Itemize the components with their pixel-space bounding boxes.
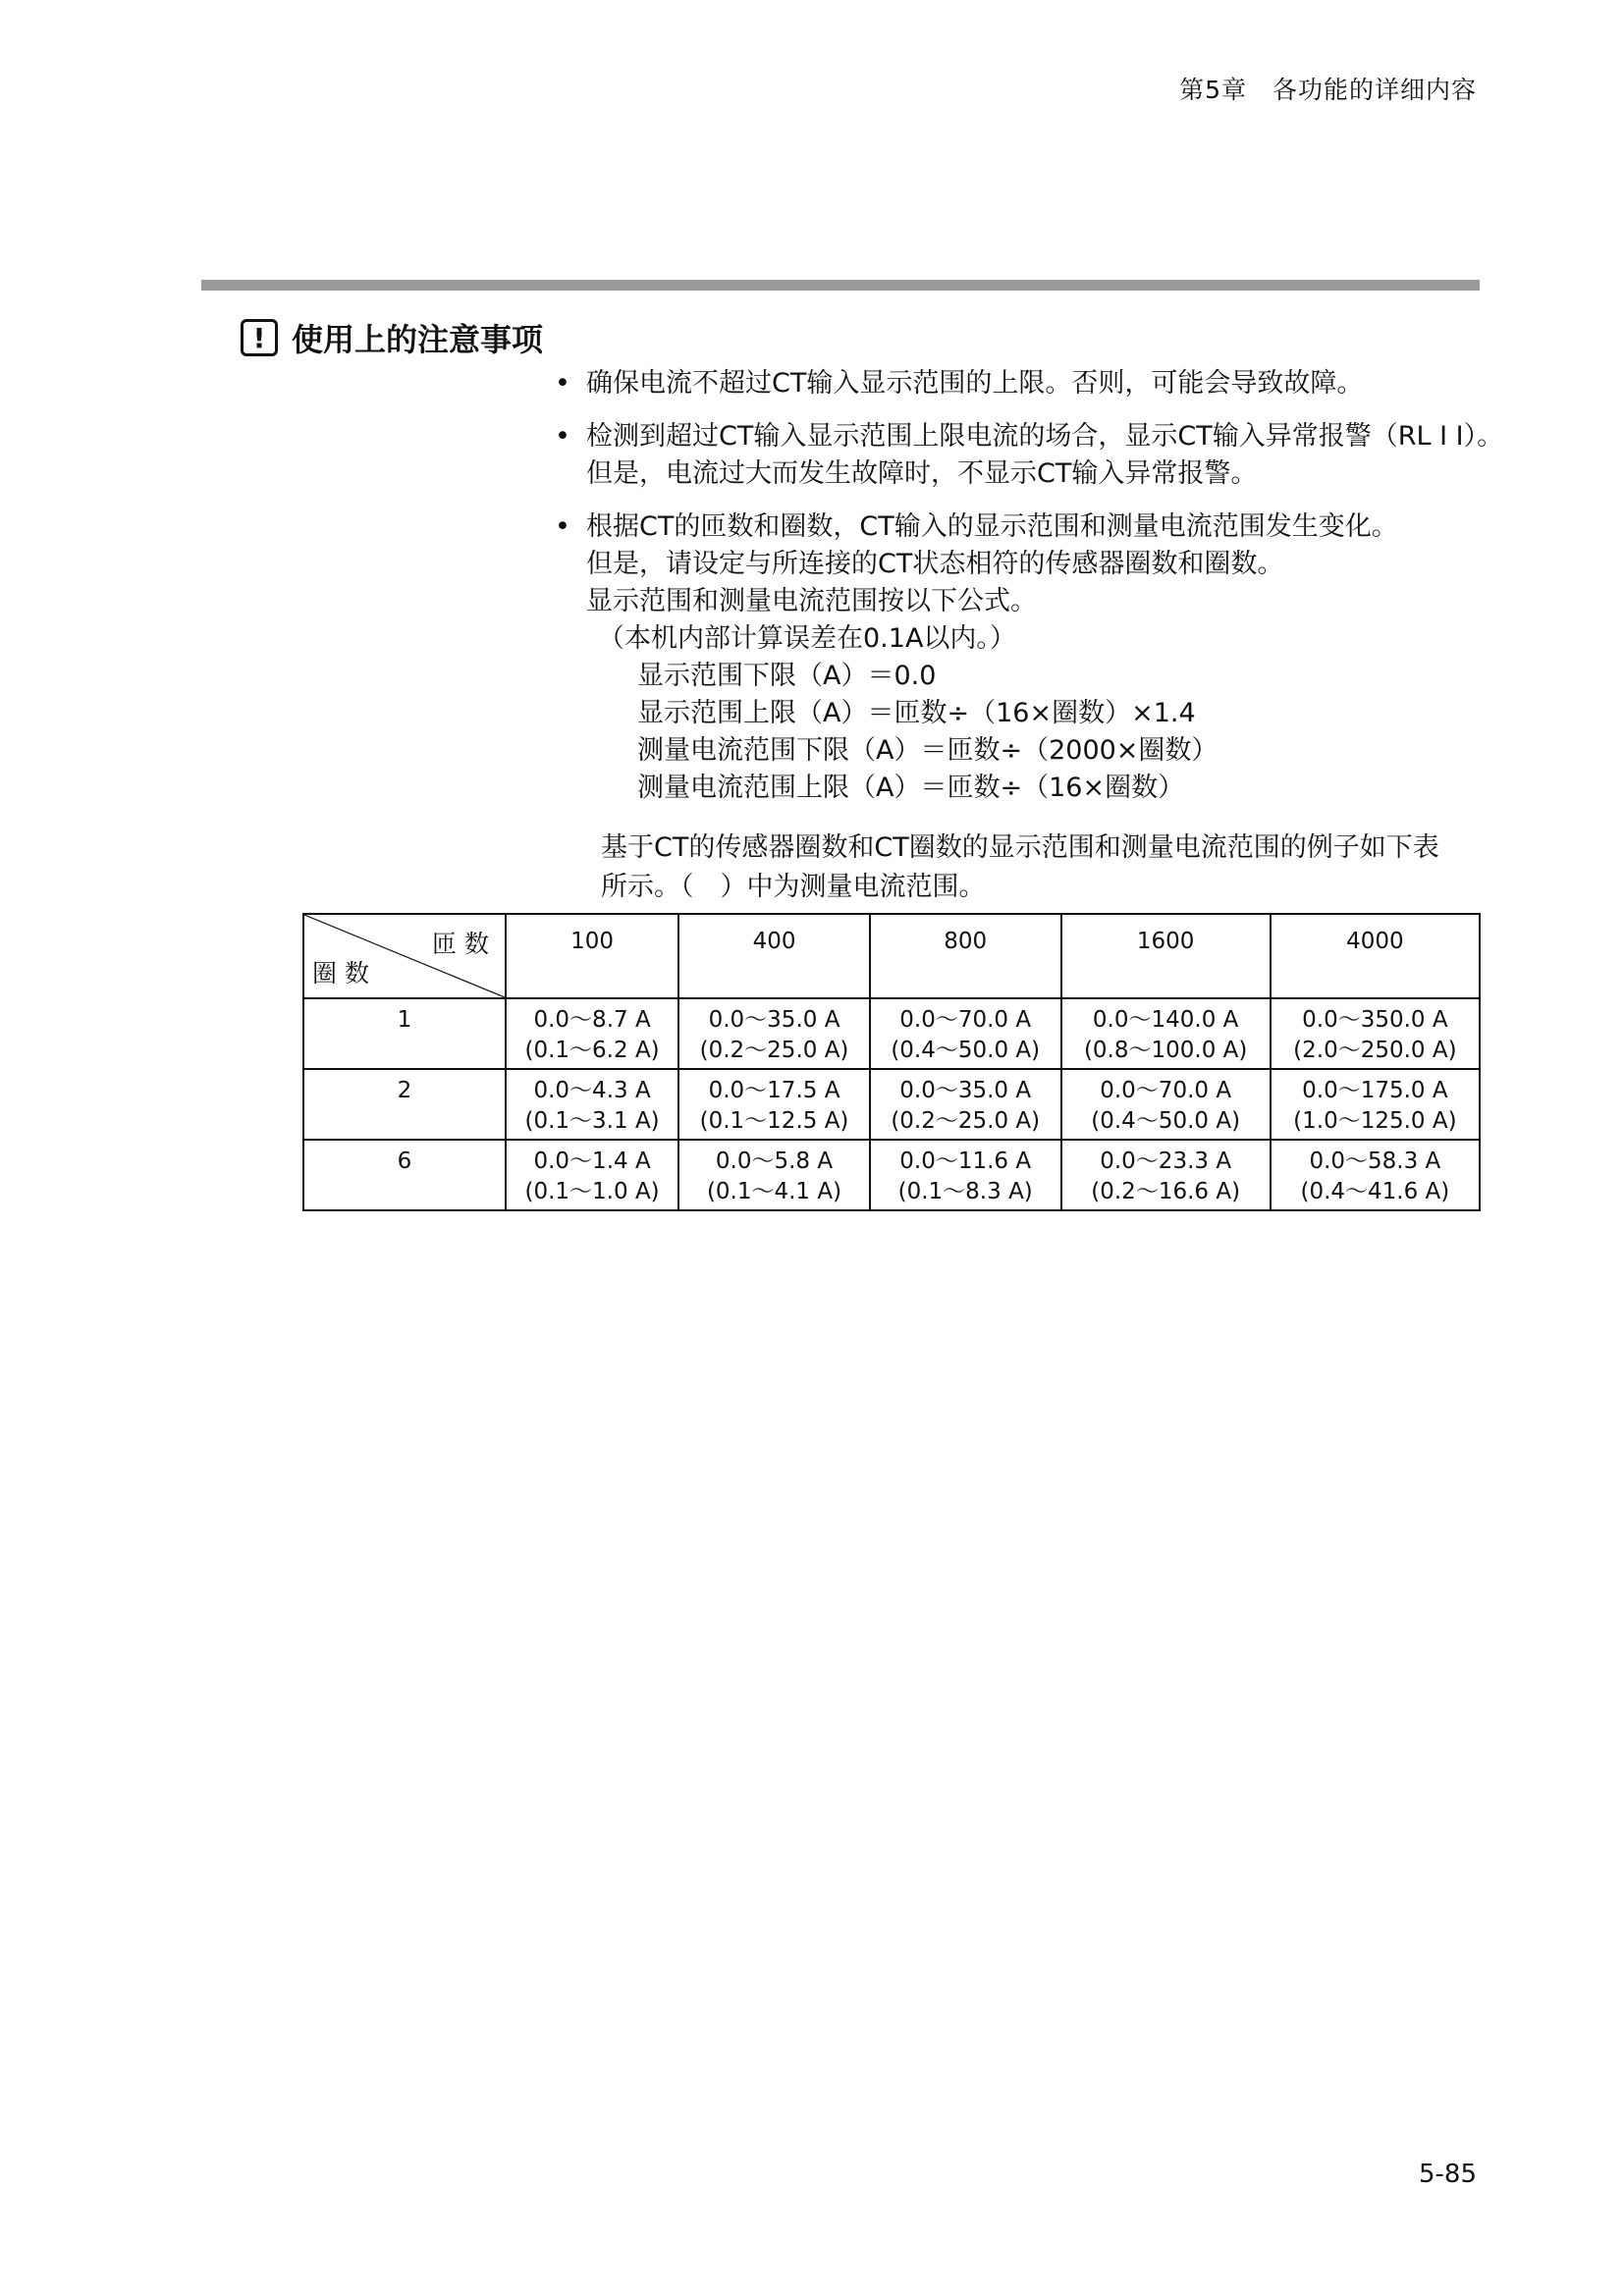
exclamation-icon: ! [241,319,278,356]
row-label: 6 [303,1140,506,1210]
measure-range: (0.2～16.6 A) [1091,1179,1241,1204]
table-row [303,1069,1480,1140]
bullet-icon: • [555,511,570,542]
table-cell [870,998,1061,1069]
note-line: 但是，请设定与所连接的CT状态相符的传感器圈数和圈数。 [586,549,1284,579]
table-row [303,998,1480,1069]
column-header: 800 [870,914,1061,998]
table-row [303,1140,1480,1210]
display-range: 0.0～58.3 A [1309,1148,1441,1174]
measure-range: (0.8～100.0 A) [1083,1038,1248,1063]
measure-range: (0.1～8.3 A) [897,1179,1033,1204]
measure-range: (0.1～1.0 A) [524,1179,660,1204]
table-cell [506,998,678,1069]
display-range: 0.0～35.0 A [708,1007,840,1033]
bullet-icon: • [555,368,570,399]
caution-title: 使用上的注意事项 [292,321,544,358]
table-cell [870,1069,1061,1140]
display-range: 0.0～5.8 A [715,1148,834,1174]
section-divider [201,280,1480,291]
measure-range: (0.2～25.0 A) [699,1038,849,1063]
column-header: 400 [678,914,870,998]
display-range: 0.0～175.0 A [1302,1078,1448,1103]
caution-notes [555,365,1504,823]
table-cell [870,1140,1061,1210]
note-item [555,418,1504,493]
row-label: 1 [303,998,506,1069]
page-number: 5-85 [1418,2160,1477,2189]
display-range: 0.0～17.5 A [708,1078,840,1103]
note-line: 但是，电流过大而发生故障时，不显示CT输入异常报警。 [586,458,1258,489]
example-paragraph [601,828,1485,907]
column-header: 1600 [1061,914,1271,998]
note-line: （本机内部计算误差在0.1A以内。） [598,623,1016,654]
row-label: 2 [303,1069,506,1140]
example-line: 基于CT的传感器圈数和CT圈数的显示范围和测量电流范围的例子如下表 [601,832,1439,863]
display-range: 0.0～140.0 A [1092,1007,1239,1033]
measure-range: (0.4～50.0 A) [1091,1108,1241,1134]
note-line: 显示范围和测量电流范围按以下公式。 [586,586,1037,616]
note-line: 根据CT的匝数和圈数，CT输入的显示范围和测量电流范围发生变化。 [586,511,1398,542]
table-cell [506,1069,678,1140]
note-item [555,365,1488,402]
note-line: 确保电流不超过CT输入显示范围的上限。否则，可能会导致故障。 [586,368,1364,399]
formula-line: 显示范围下限（A）＝0.0 [637,661,937,691]
display-range: 0.0～1.4 A [533,1148,651,1174]
measure-range: (0.1～12.5 A) [699,1108,849,1134]
table-cell [1061,998,1271,1069]
caution-heading [241,316,543,359]
table-cell [678,1140,870,1210]
corner-label-coils: 圈数 [312,959,378,988]
display-range: 0.0～70.0 A [899,1007,1032,1033]
table-cell [1271,1069,1480,1140]
display-range: 0.0～350.0 A [1302,1007,1448,1033]
table-cell [1061,1069,1271,1140]
measure-range: (1.0～125.0 A) [1293,1108,1457,1134]
formula-line: 显示范围上限（A）＝匝数÷（16×圈数）×1.4 [637,698,1196,728]
table-cell [1061,1140,1271,1210]
measure-range: (2.0～250.0 A) [1293,1038,1457,1063]
note-line: 检测到超过CT输入显示范围上限电流的场合，显示CT输入异常报警（RL I I）。 [586,421,1504,452]
measure-range: (0.1～4.1 A) [706,1179,842,1204]
display-range: 0.0～23.3 A [1100,1148,1232,1174]
measure-range: (0.1～3.1 A) [524,1108,660,1134]
table-header-row [303,914,1480,998]
table-corner-cell [303,914,506,998]
display-range: 0.0～8.7 A [533,1007,651,1033]
example-line: 所示。（ ）中为测量电流范围。 [601,872,986,902]
measure-range: (0.1～6.2 A) [524,1038,660,1063]
table-cell [678,998,870,1069]
display-range: 0.0～4.3 A [533,1078,651,1103]
bullet-icon: • [555,421,570,452]
note-item [555,508,1488,807]
display-range: 0.0～70.0 A [1100,1078,1232,1103]
formula-line: 测量电流范围下限（A）＝匝数÷（2000×圈数） [637,735,1218,766]
table-cell [506,1140,678,1210]
corner-label-turns: 匝数 [431,930,497,958]
table-cell [678,1069,870,1140]
table-cell [1271,1140,1480,1210]
table-cell [1271,998,1480,1069]
ct-range-table [302,913,1481,1211]
formula-line: 测量电流范围上限（A）＝匝数÷（16×圈数） [637,773,1185,803]
chapter-header: 第5章 各功能的详细内容 [1179,76,1477,104]
display-range: 0.0～35.0 A [899,1078,1032,1103]
measure-range: (0.4～41.6 A) [1300,1179,1450,1204]
measure-range: (0.4～50.0 A) [891,1038,1041,1063]
column-header: 4000 [1271,914,1480,998]
display-range: 0.0～11.6 A [899,1148,1032,1174]
measure-range: (0.2～25.0 A) [891,1108,1041,1134]
column-header: 100 [506,914,678,998]
